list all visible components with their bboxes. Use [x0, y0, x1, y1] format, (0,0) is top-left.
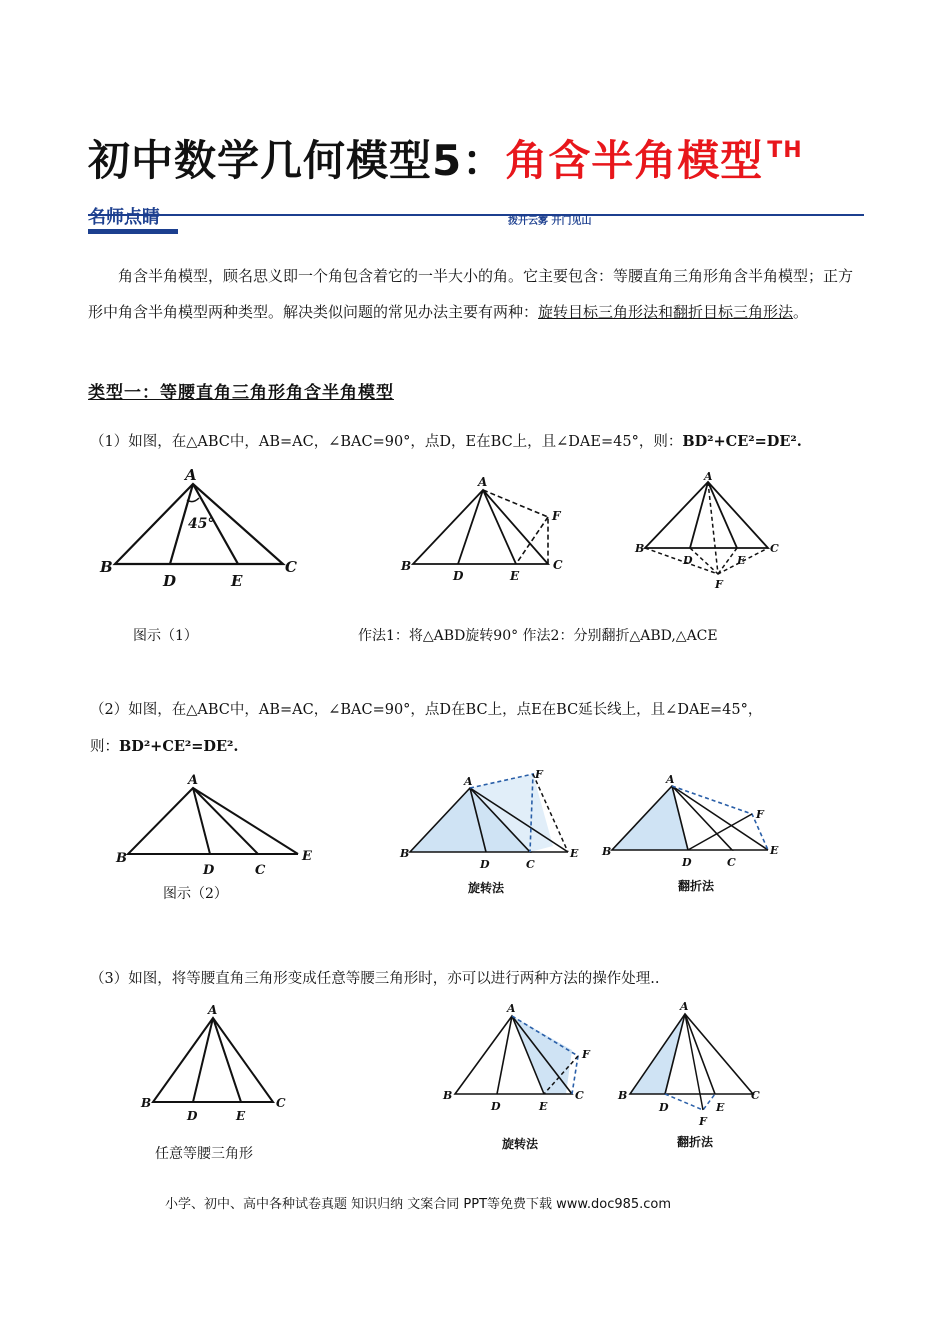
fig3f-label-e: E — [716, 1101, 725, 1114]
fig2r-label-c: C — [526, 858, 535, 871]
case2-caption-fold: 翻折法 — [678, 879, 715, 893]
fig1f-folded — [645, 548, 768, 574]
section-heading: 类型一：等腰直角三角形角含半角模型 — [88, 383, 394, 403]
fig1r-label-d: D — [453, 569, 464, 583]
header-rule — [88, 214, 864, 216]
fig1-label-c: C — [285, 558, 297, 576]
fig3f-label-b: B — [618, 1089, 628, 1102]
fig2-main — [113, 770, 323, 880]
case2-result: BD²+CE²=DE². — [119, 738, 239, 755]
fig2f-label-c: C — [727, 856, 736, 869]
fig3-rotate — [440, 998, 600, 1128]
page-title — [88, 128, 803, 188]
fig1-label-a: A — [185, 466, 197, 484]
title-main: 初中数学几何模型5： — [88, 136, 506, 185]
fig2-triangle — [128, 788, 258, 854]
fig2-label-e: E — [302, 849, 312, 864]
fig3r-line-ad — [497, 1016, 512, 1094]
fig1r-label-f: F — [552, 509, 561, 523]
fig3-fold — [615, 996, 775, 1131]
case2-caption-rotate: 旋转法 — [468, 881, 505, 895]
fig1r-label-c: C — [553, 558, 563, 572]
case2-prefix: 则： — [90, 739, 119, 755]
fig1-rotate — [398, 472, 573, 587]
fig1-label-e: E — [231, 572, 243, 590]
fig2-label-a: A — [188, 773, 199, 788]
fig1-fold — [633, 470, 783, 595]
fig3-line-ae — [213, 1018, 241, 1102]
intro-end: 。 — [793, 303, 809, 321]
fig1f-triangle — [645, 482, 768, 548]
fig1r-label-a: A — [478, 475, 488, 489]
fig1-main — [95, 462, 310, 592]
case1-statement — [90, 430, 802, 451]
case2-caption-fig: 图示（2） — [163, 886, 228, 902]
intro-text: 角含半角模型，顾名思义即一个角包含着它的一半大小的角。它主要包含：等腰直角三角形角含半角模型；正方形中角含半角模型两种类型。解决类似问题的常见办法主要有两种： — [88, 267, 854, 321]
fig1f-label-c: C — [770, 542, 779, 555]
fig3f-folded — [665, 1094, 715, 1110]
intro-paragraph — [88, 258, 864, 330]
fig2f-label-b: B — [602, 845, 612, 858]
fig2-fold — [600, 768, 785, 878]
fig3r-label-c: C — [575, 1089, 584, 1102]
case3-caption-fig: 任意等腰三角形 — [155, 1146, 253, 1162]
fig3r-label-d: D — [491, 1100, 501, 1113]
fig3-main — [138, 1000, 293, 1128]
fig1f-line-ef — [718, 548, 737, 574]
fig1r-line-ad — [458, 490, 483, 564]
fig1r-triangle — [413, 490, 548, 564]
fig3f-label-f: F — [699, 1115, 707, 1128]
case1-text: （1）如图，在△ABC中，AB=AC，∠BAC=90°，点D，E在BC上，且∠DAE=45°，则： — [90, 434, 683, 450]
fig1r-label-e: E — [510, 569, 520, 583]
fig2r-label-a: A — [464, 775, 473, 788]
fig3-label-d: D — [187, 1109, 198, 1123]
case2-statement-line2 — [90, 735, 238, 756]
case2-statement-line1: （2）如图，在△ABC中，AB=AC，∠BAC=90°，点D在BC上，点E在BC延长线上，且∠DAE=45°， — [90, 702, 763, 718]
fig3f-label-d: D — [659, 1101, 669, 1114]
case3-statement: （3）如图，将等腰直角三角形变成任意等腰三角形时，亦可以进行两种方法的操作处理.. — [90, 971, 660, 987]
fig2f-label-e: E — [770, 844, 779, 857]
footer-text: 小学、初中、高中各种试卷真题 知识归纳 文案合同 PPT等免费下载 www.doc985.com — [165, 1197, 672, 1212]
fig2r-label-e: E — [570, 847, 579, 860]
fig1f-line-af — [708, 482, 718, 574]
fig3f-line-ae — [685, 1014, 715, 1094]
teacher-underline — [88, 229, 178, 234]
case3-caption-fold: 翻折法 — [677, 1135, 714, 1149]
teacher-label: 名师点睛 — [88, 207, 160, 228]
fig2f-label-a: A — [666, 773, 675, 786]
fig2-label-c: C — [255, 863, 266, 878]
fig2-label-b: B — [116, 851, 127, 866]
case3-caption-rotate: 旋转法 — [502, 1137, 539, 1151]
case1-result: BD²+CE²=DE². — [682, 433, 802, 450]
fig1-label-d: D — [163, 572, 177, 590]
fig2r-label-d: D — [480, 858, 490, 871]
fig1-angle-label: 45° — [188, 516, 215, 532]
fig2f-label-d: D — [682, 856, 692, 869]
fig3-label-a: A — [208, 1003, 218, 1017]
fig1f-label-f: F — [715, 578, 723, 591]
intro-methods: 旋转目标三角形法和翻折目标三角形法 — [538, 303, 794, 321]
slogan: 拨开云雾 开门见山 — [508, 216, 592, 227]
fig1r-line-ae — [483, 490, 516, 564]
fig1f-label-d: D — [683, 554, 693, 567]
fig2r-label-f: F — [535, 768, 543, 781]
fig2-label-d: D — [203, 863, 215, 878]
fig3-label-e: E — [236, 1109, 246, 1123]
fig2r-label-b: B — [400, 847, 410, 860]
fig3r-label-b: B — [443, 1089, 453, 1102]
title-highlight: 角含半角模型 — [505, 136, 764, 185]
fig3r-label-a: A — [507, 1002, 516, 1015]
fig3f-label-a: A — [680, 1000, 689, 1013]
fig2-line-ae — [193, 788, 298, 854]
fig3-label-c: C — [276, 1096, 286, 1110]
case1-caption-fig: 图示（1） — [133, 628, 198, 644]
fig1f-line-ae — [708, 482, 737, 548]
fig1r-label-b: B — [401, 559, 412, 573]
fig1f-line-df — [690, 548, 718, 574]
fig1-label-b: B — [100, 558, 113, 576]
fig3-triangle — [153, 1018, 273, 1102]
fig3-label-b: B — [141, 1096, 152, 1110]
fig1f-label-b: B — [635, 542, 645, 555]
fig1r-line-fe — [516, 517, 548, 564]
fig1f-label-e: E — [737, 554, 746, 567]
fig3r-label-e: E — [539, 1100, 548, 1113]
fig2-rotate — [398, 768, 583, 878]
title-superscript: TH — [767, 138, 803, 163]
fig1f-label-a: A — [704, 470, 713, 483]
fig2f-shade — [612, 786, 688, 850]
fig3r-label-f: F — [582, 1048, 590, 1061]
fig3f-label-c: C — [751, 1089, 760, 1102]
case1-caption-methods: 作法1：将△ABD旋转90° 作法2：分别翻折△ABD,△ACE — [358, 628, 718, 644]
fig3f-line-af — [685, 1014, 703, 1110]
fig2f-label-f: F — [756, 808, 764, 821]
